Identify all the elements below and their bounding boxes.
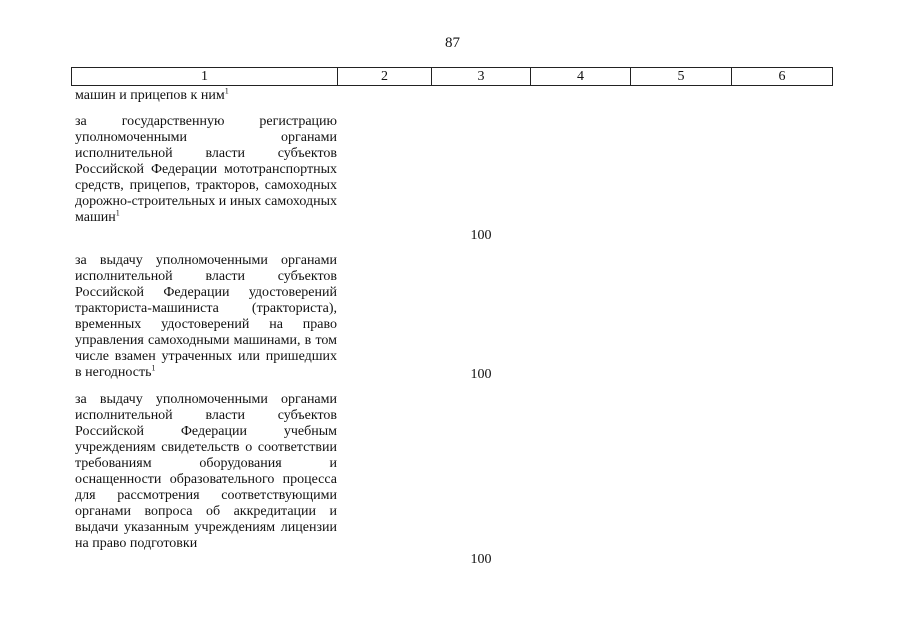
- footnote-marker: 1: [224, 86, 229, 96]
- header-col-4: 4: [531, 68, 631, 86]
- table-row: [75, 392, 337, 552]
- header-col-2: 2: [338, 68, 432, 86]
- row-description: за выдачу уполномоченными органами исполнительной власти субъектов Российской Федерации учебным учреждениям свидетельств о соответствии требованиям оборудования и оснащенности образовательного процесса для рассмотрения соответствующими органами вопроса об аккредитации и выдачи указанным учреждениям лицензии на право подготовки: [75, 392, 337, 551]
- table-header: [71, 67, 833, 86]
- continuation-label: машин и прицепов к ним: [75, 88, 225, 103]
- row-value: 100: [470, 367, 492, 382]
- header-col-3: 3: [432, 68, 531, 86]
- table-row: [75, 114, 337, 226]
- page-number: 87: [445, 35, 460, 51]
- row-description: за государственную регистрацию уполномоченными органами исполнительной власти субъектов Российской Федерации мототранспортных средств, прицепов, тракторов, самоходных дорожно-строительных и иных самоходных машин: [75, 114, 337, 225]
- row-description: за выдачу уполномоченными органами исполнительной власти субъектов Российской Федерации удостоверений тракториста-машиниста (тракториста), временных удостоверений на право управления самоходными машинами, в том числе взамен утраченных или пришедших в негодность: [75, 253, 337, 380]
- table-row: [75, 253, 337, 381]
- footnote-marker: 1: [115, 208, 120, 218]
- header-col-1: 1: [72, 68, 338, 86]
- header-col-6: 6: [732, 68, 833, 86]
- row-value: 100: [470, 228, 492, 243]
- continuation-text: [75, 88, 337, 104]
- footnote-marker: 1: [151, 363, 156, 373]
- header-col-5: 5: [631, 68, 732, 86]
- header-row: [72, 68, 833, 86]
- row-value: 100: [470, 552, 492, 567]
